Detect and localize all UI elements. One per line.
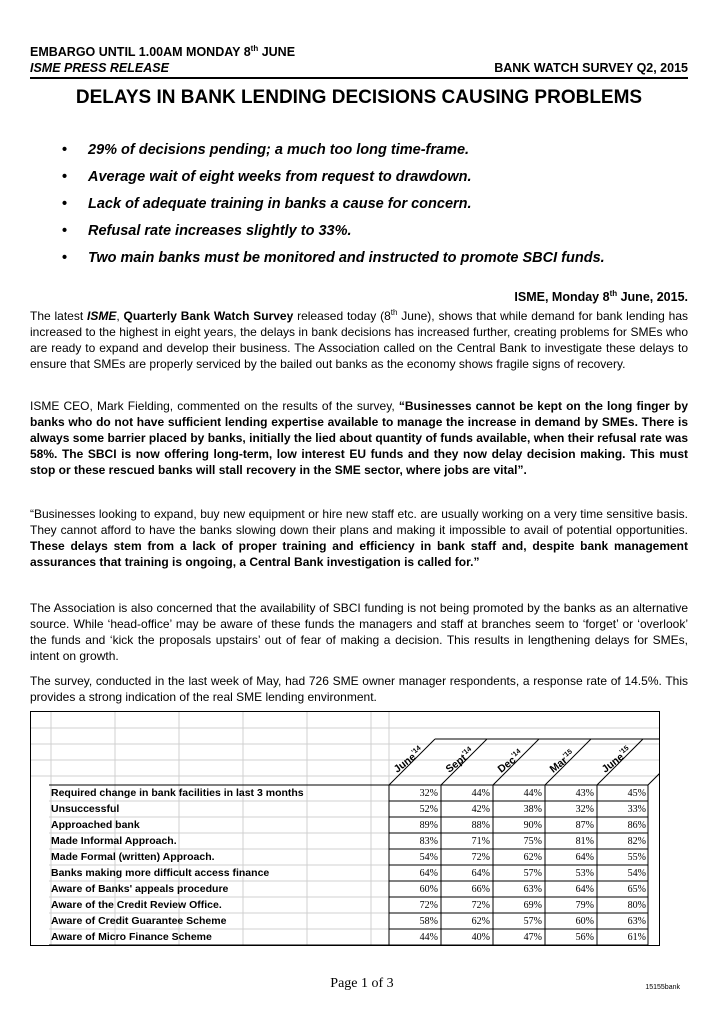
table-cell: 65% — [627, 884, 646, 895]
table-cell: 55% — [627, 852, 646, 863]
column-header-label: June — [599, 750, 627, 776]
table-cell: 89% — [419, 820, 438, 831]
bullet-icon: • — [62, 196, 68, 212]
table-cell: 86% — [627, 820, 646, 831]
column-header-label: June — [391, 750, 419, 776]
table-cell: 83% — [419, 836, 438, 847]
table-row-label: Required change in bank facilities in last 3 months — [51, 787, 304, 799]
table-cell: 60% — [575, 916, 594, 927]
table-row-label: Approached bank — [51, 819, 140, 831]
key-points-list — [62, 142, 605, 277]
table-cell: 54% — [627, 868, 646, 879]
table-cell: 82% — [627, 836, 646, 847]
column-header-year: '14 — [461, 745, 474, 758]
table-row-label: Aware of Credit Guarantee Scheme — [51, 915, 227, 927]
paragraph-business-quote: “Businesses looking to expand, buy new equipment or hire new staff etc. are usually working on a very time sensitive basis. They cannot afford to have the banks slowing down their plans and making it impossible to avail of potential opportunities. These delays stem from a lack of proper training and efficiency in bank staff and, despite bank management assurances that training is ongoing, a Central Bank investigation is called for.” — [30, 507, 688, 569]
key-point-text: Average wait of eight weeks from request to drawdown. — [88, 169, 472, 185]
table-cell: 44% — [523, 788, 542, 799]
table-cell: 63% — [523, 884, 542, 895]
column-header-label: Mar — [547, 754, 570, 776]
table-cell: 66% — [471, 884, 490, 895]
document-code: 15155bank — [645, 984, 680, 991]
table-row-label: Unsuccessful — [51, 803, 120, 815]
table-cell: 58% — [419, 916, 438, 927]
table-cell: 71% — [471, 836, 490, 847]
table-cell: 87% — [575, 820, 594, 831]
header-rule — [30, 77, 688, 79]
table-cell: 88% — [471, 820, 490, 831]
key-point-text: Refusal rate increases slightly to 33%. — [88, 223, 352, 239]
column-header-year: '15 — [618, 744, 631, 757]
bullet-icon: • — [62, 169, 68, 185]
paragraph-survey-method: The survey, conducted in the last week of May, had 726 SME owner manager respondents, a response rate of 14.5%. This provides a strong indication of the real SME lending environment. — [30, 674, 688, 704]
table-row-label: Made Informal Approach. — [51, 835, 177, 847]
bullet-icon: • — [62, 223, 68, 239]
table-cell: 40% — [471, 932, 490, 943]
key-point-text: Lack of adequate training in banks a cause for concern. — [88, 196, 472, 212]
survey-label: BANK WATCH SURVEY Q2, 2015 — [494, 61, 688, 75]
table-cell: 47% — [523, 932, 542, 943]
table-row-label: Banks making more difficult access finance — [51, 867, 270, 879]
key-point — [62, 250, 605, 277]
paragraph-intro: The latest ISME, Quarterly Bank Watch Survey released today (8th June), shows that while demand for bank lending has increased to the highest in eight years, the delays in bank decisions has increased further, creating problems for SMEs who are ready to expand and develop their business. The Association called on the Central Bank to investigate these delays to ensure that SMEs are properly serviced by the bailed out banks as the economy shows fragile signs of recovery. — [30, 308, 689, 371]
table-cell: 52% — [419, 804, 438, 815]
table-cell: 44% — [419, 932, 438, 943]
key-point-text: Two main banks must be monitored and instructed to promote SBCI funds. — [88, 250, 605, 266]
page-number: Page 1 of 3 — [330, 976, 394, 991]
column-header-divider — [648, 739, 659, 785]
table-cell: 62% — [523, 852, 542, 863]
key-point — [62, 142, 605, 169]
survey-results-table — [30, 711, 660, 946]
table-cell: 61% — [627, 932, 646, 943]
key-point — [62, 223, 605, 250]
table-cell: 62% — [471, 916, 490, 927]
table-cell: 42% — [471, 804, 490, 815]
paragraph-sbci: The Association is also concerned that the availability of SBCI funding is not being promoted by the banks as an alternative source. While ‘head-office’ may be aware of these funds the managers and staff at branches seem to ‘forget’ or ‘overlook’ the funds and ‘kick the proposals upstairs’ out of fear of making a decision. This results in lengthening delays for SMEs, intent on growth. — [30, 601, 688, 663]
table-row-label: Aware of Banks' appeals procedure — [51, 883, 229, 895]
page-title: DELAYS IN BANK LENDING DECISIONS CAUSING PROBLEMS — [75, 87, 643, 108]
table-cell: 72% — [419, 900, 438, 911]
table-cell: 44% — [471, 788, 490, 799]
key-point — [62, 196, 605, 223]
column-header-year: '14 — [410, 744, 423, 757]
embargo-line: EMBARGO UNTIL 1.00AM MONDAY 8th JUNE — [30, 44, 296, 60]
table-cell: 64% — [419, 868, 438, 879]
table-cell: 54% — [419, 852, 438, 863]
table-cell: 72% — [471, 900, 490, 911]
table-cell: 53% — [575, 868, 594, 879]
table-row-label: Made Formal (written) Approach. — [51, 851, 215, 863]
table-cell: 32% — [419, 788, 438, 799]
table-cell: 80% — [627, 900, 646, 911]
table-cell: 79% — [575, 900, 594, 911]
column-header-label: Dec — [495, 754, 519, 776]
bullet-icon: • — [62, 142, 68, 158]
table-cell: 64% — [471, 868, 490, 879]
table-cell: 32% — [575, 804, 594, 815]
press-release-label: ISME PRESS RELEASE — [30, 61, 169, 75]
table-cell: 63% — [627, 916, 646, 927]
paragraph-ceo-quote: ISME CEO, Mark Fielding, commented on the results of the survey, “Businesses cannot be kept on the long finger by banks who do not have sufficient lending expertise available to manage the increase in demand by SMEs. There is always some barrier placed by banks, initially the lied about quantity of funds available, when their refusal rate was 58%. The SBCI is now offering long-term, low interest EU funds and they now delay decision making. This must stop or these rescued banks will stall recovery in the SME sector, where jobs are vital”. — [30, 399, 688, 477]
key-point-text: 29% of decisions pending; a much too long time-frame. — [88, 142, 470, 158]
bullet-icon: • — [62, 250, 68, 266]
key-point — [62, 169, 605, 196]
table-cell: 64% — [575, 884, 594, 895]
table-row-label: Aware of the Credit Review Office. — [51, 899, 222, 911]
table-cell: 43% — [575, 788, 594, 799]
table-cell: 69% — [523, 900, 542, 911]
table-cell: 64% — [575, 852, 594, 863]
column-header-label: Sept — [443, 752, 469, 776]
column-header-year: '14 — [510, 747, 523, 760]
table-cell: 56% — [575, 932, 594, 943]
dateline: ISME, Monday 8th June, 2015. — [514, 289, 688, 305]
table-cell: 57% — [523, 916, 542, 927]
table-cell: 57% — [523, 868, 542, 879]
table-cell: 75% — [523, 836, 542, 847]
table-cell: 81% — [575, 836, 594, 847]
table-cell: 90% — [523, 820, 542, 831]
column-header-year: '15 — [562, 748, 574, 760]
table-cell: 33% — [627, 804, 646, 815]
table-cell: 45% — [627, 788, 646, 799]
table-cell: 72% — [471, 852, 490, 863]
table-row-label: Aware of Micro Finance Scheme — [51, 931, 212, 943]
table-cell: 38% — [523, 804, 542, 815]
table-cell: 60% — [419, 884, 438, 895]
